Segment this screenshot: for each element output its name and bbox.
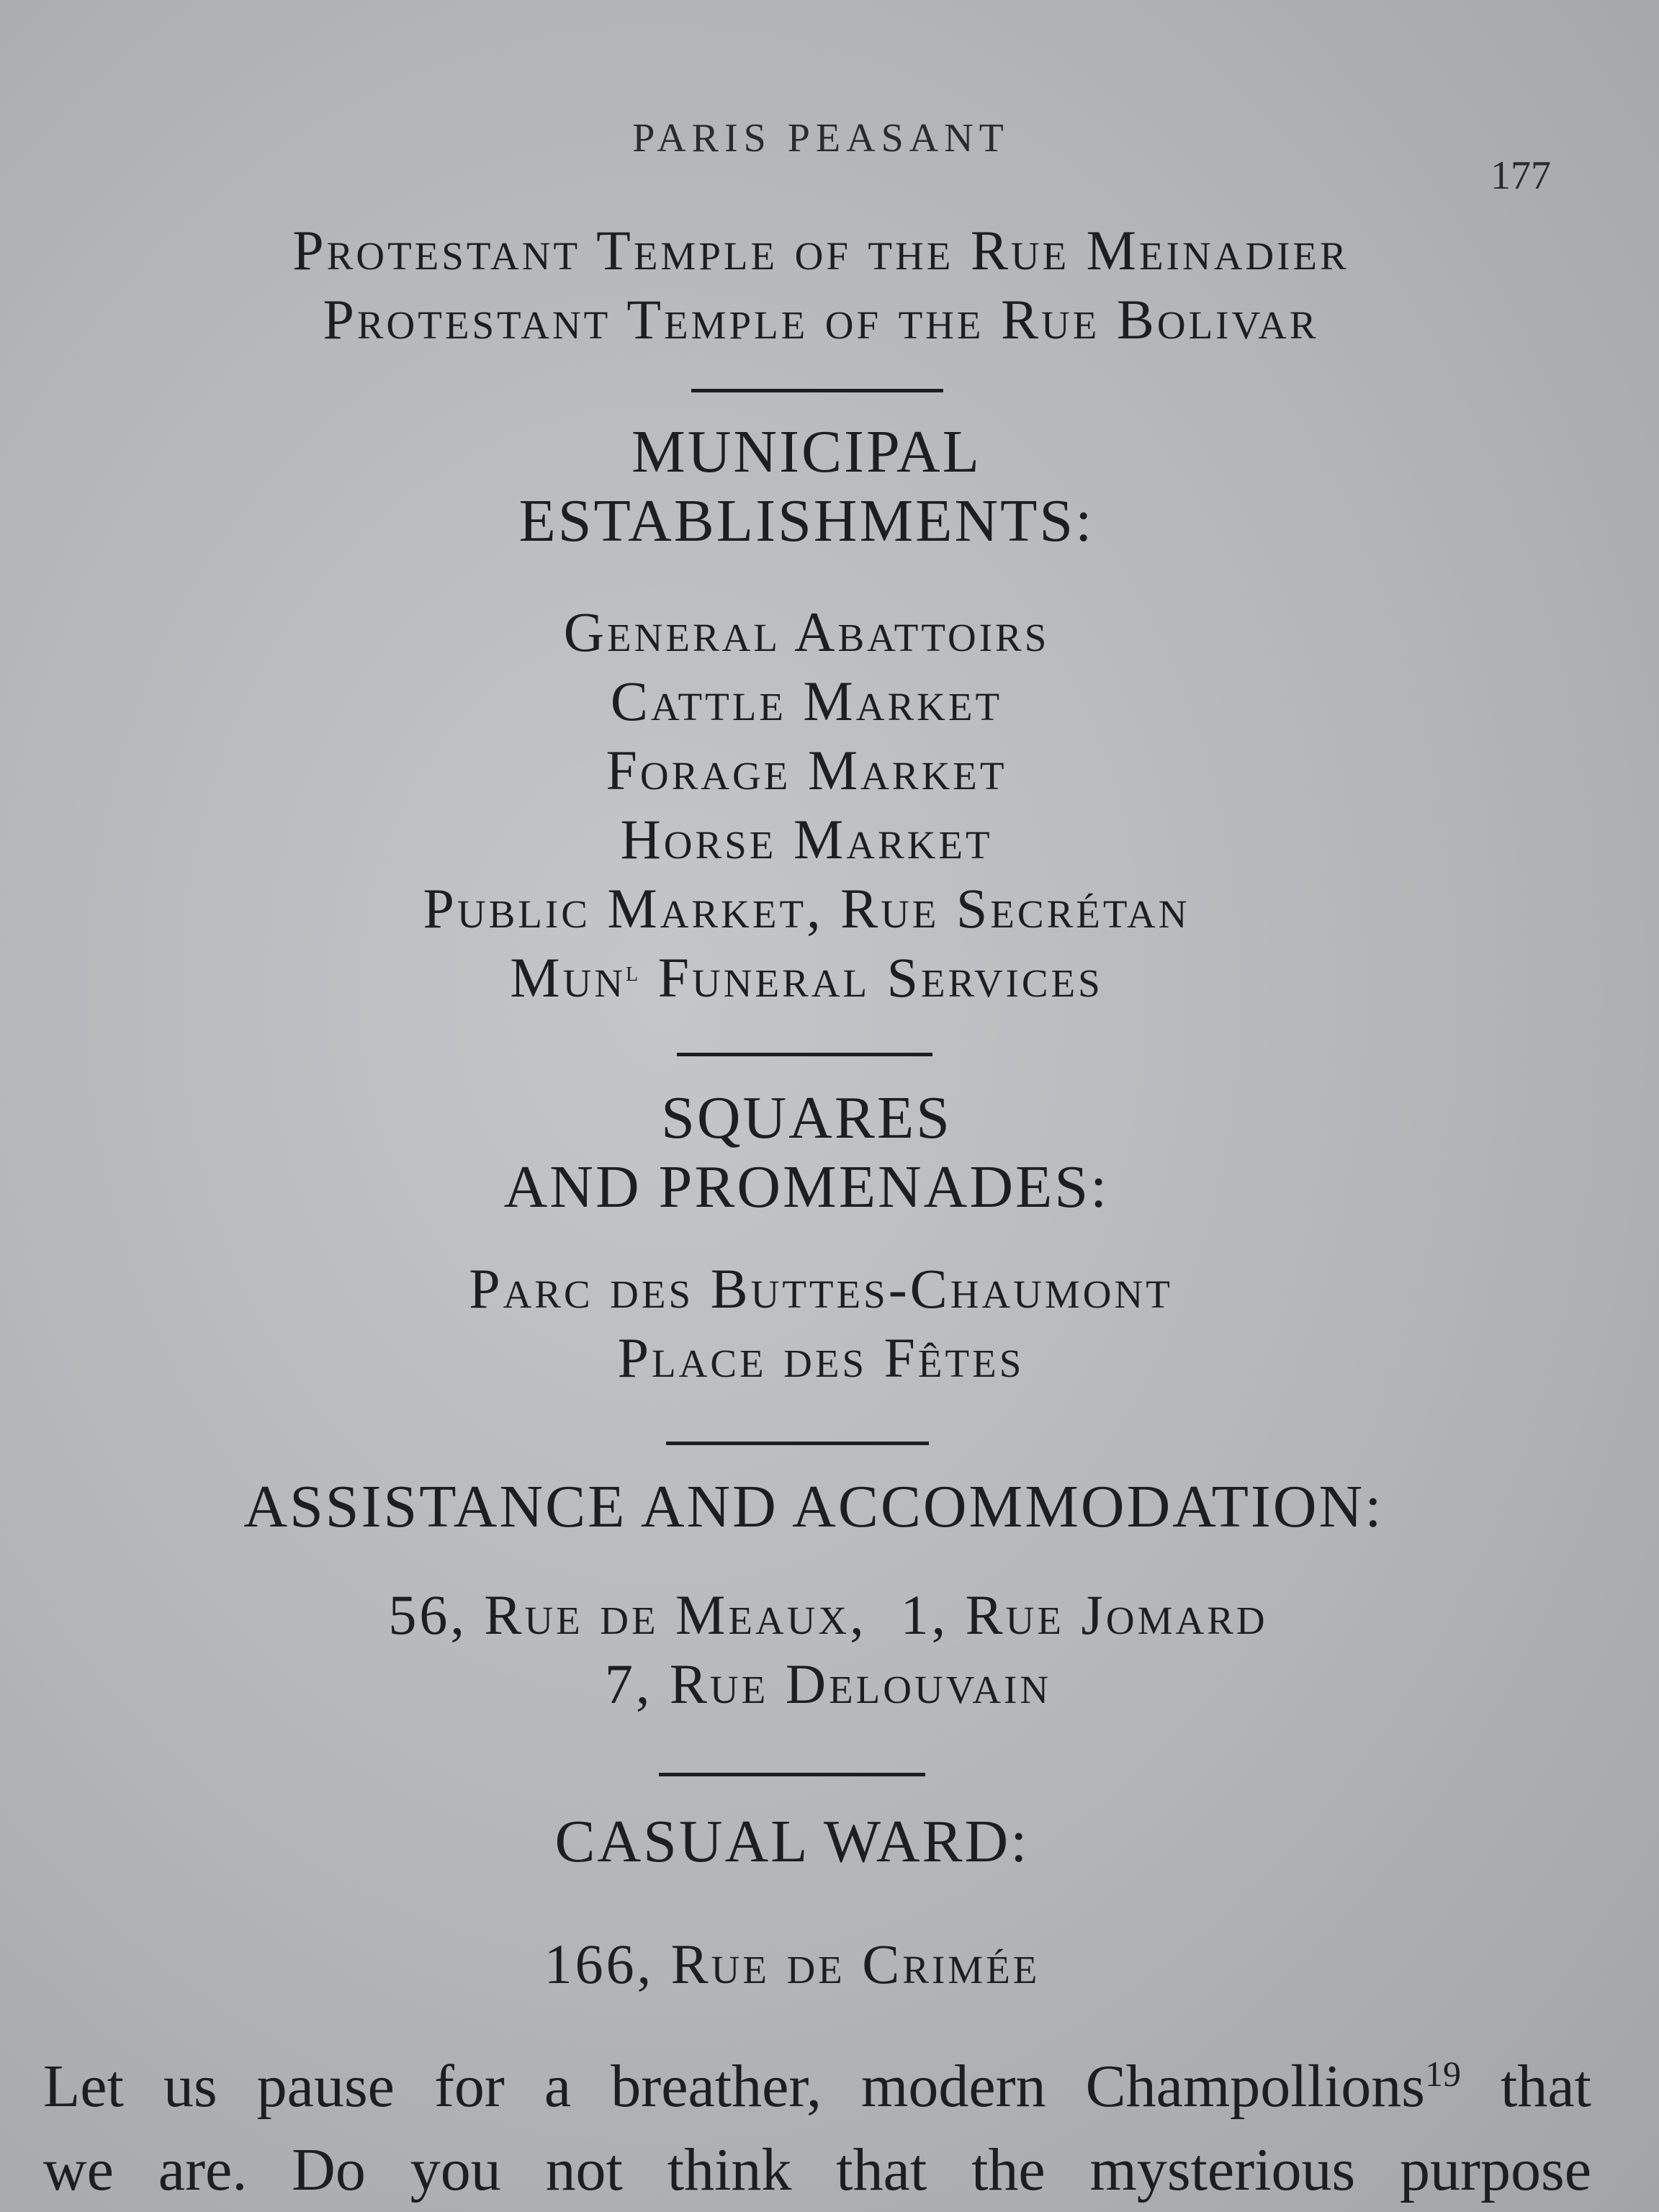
squares-item: Parc des Buttes-Chaumont xyxy=(469,1257,1173,1320)
temples-block xyxy=(14,216,1627,354)
squares-item: Place des Fêtes xyxy=(617,1326,1025,1389)
squares-block xyxy=(0,1084,1613,1222)
running-head: PARIS PEASANT xyxy=(632,116,1010,161)
municipal-heading-line1: MUNICIPAL xyxy=(631,418,981,485)
body-paragraph xyxy=(43,2045,1591,2212)
municipal-block xyxy=(0,418,1613,556)
temple-bolivar: Protestant Temple of the Rue Bolivar xyxy=(323,288,1319,351)
divider-rule xyxy=(691,389,943,392)
casual-ward-block xyxy=(0,1807,1599,1876)
funeral-prefix: Mun xyxy=(510,946,626,1009)
body-line-1-text: Let us pause for a breather, modern Champollions xyxy=(43,2053,1425,2120)
body-line-2: we are. Do you not think that the mysterious purpose xyxy=(43,2136,1591,2203)
municipal-item: General Abattoirs xyxy=(563,601,1050,663)
municipal-item: Cattle Market xyxy=(610,670,1003,732)
temple-meinadier: Protestant Temple of the Rue Meinadier xyxy=(292,219,1349,282)
funeral-superscript: l xyxy=(626,955,642,987)
divider-rule xyxy=(666,1442,929,1445)
footnote-marker: 19 xyxy=(1425,2054,1461,2094)
casual-ward-address: 166, Rue de Crimée xyxy=(544,1933,1040,1995)
municipal-list xyxy=(0,598,1613,1012)
assistance-address-line: 56, Rue de Meaux, 1, Rue Jomard xyxy=(388,1583,1268,1646)
squares-heading-line2: AND PROMENADES: xyxy=(503,1154,1110,1220)
municipal-item: Public Market, Rue Secrétan xyxy=(423,877,1190,940)
body-line-1 xyxy=(43,2045,1591,2128)
municipal-funeral-item xyxy=(0,943,1613,1012)
assistance-addresses xyxy=(22,1581,1635,1719)
assistance-block xyxy=(7,1473,1620,1542)
page-number: 177 xyxy=(1491,153,1551,198)
divider-rule xyxy=(677,1053,932,1056)
funeral-rest: Funeral Services xyxy=(641,946,1103,1009)
municipal-item: Horse Market xyxy=(620,808,993,871)
casual-ward-heading: CASUAL WARD: xyxy=(554,1808,1030,1875)
casual-ward-address-block xyxy=(0,1930,1599,1999)
body-line-1-end: that xyxy=(1461,2053,1591,2120)
assistance-address-line: 7, Rue Delouvain xyxy=(604,1653,1052,1715)
municipal-item: Forage Market xyxy=(606,739,1007,801)
municipal-heading-line2: ESTABLISHMENTS: xyxy=(518,487,1094,554)
squares-heading-line1: SQUARES xyxy=(661,1084,952,1151)
assistance-heading: ASSISTANCE AND ACCOMMODATION: xyxy=(243,1473,1384,1540)
squares-list xyxy=(14,1254,1627,1393)
divider-rule xyxy=(659,1773,925,1776)
